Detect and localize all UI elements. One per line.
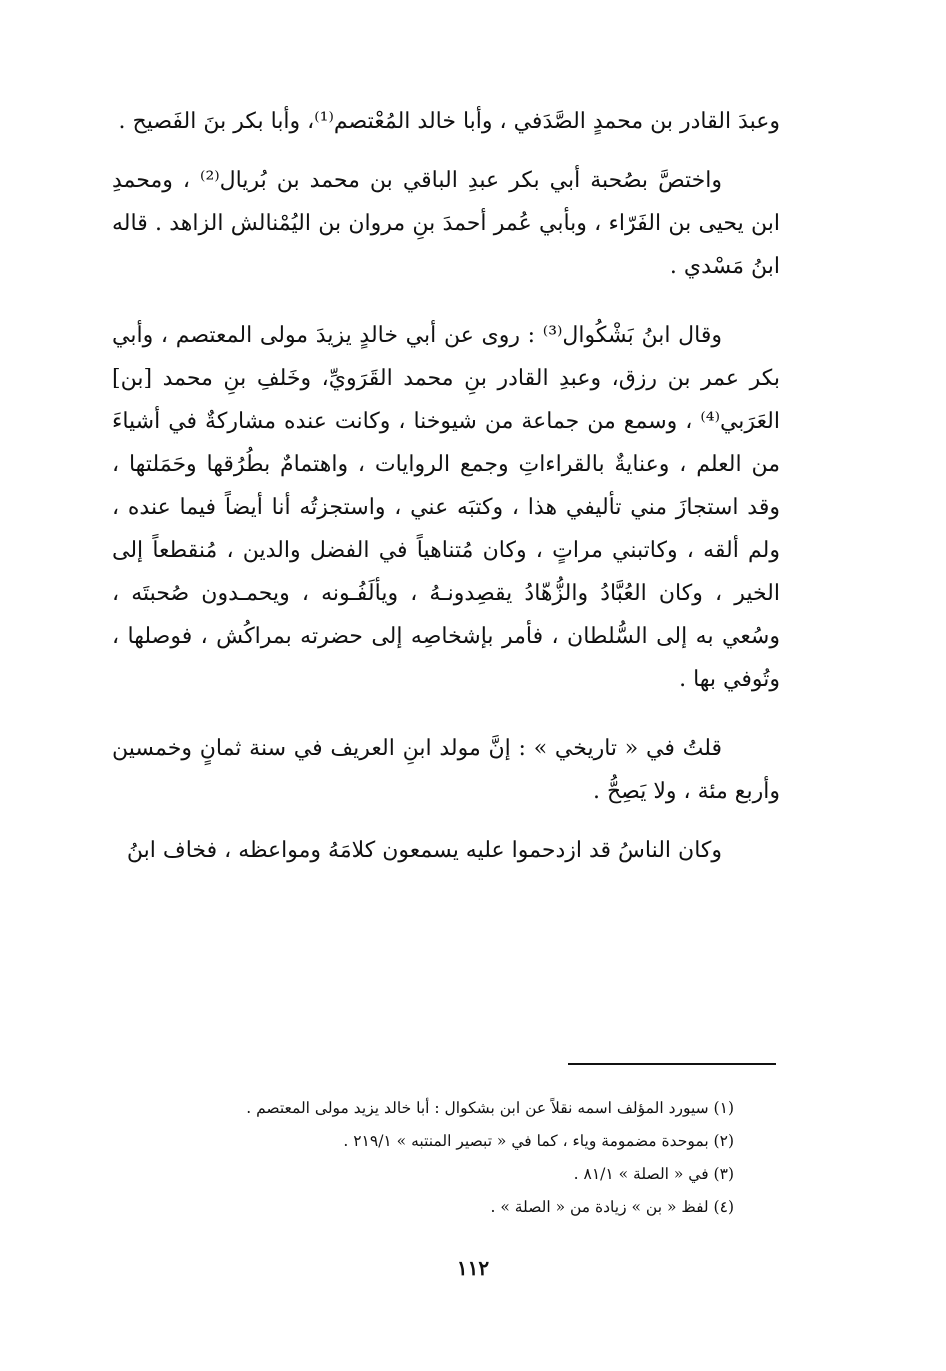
footnote-2: (٢) بموحدة مضمومة وياء ، كما في « تبصير المنتبه » ٢١٩/١ . (343, 1132, 734, 1150)
footnotes (112, 1092, 734, 1224)
paragraph-2: واختصَّ بصُحبة أبي بكر عبدِ الباقي بن محمد بن بُريال⁽²⁾ ، ومحمدِ ابن يحيى بن الفَرّاء ، وبأبي عُمر أحمدَ بنِ مروان بن اليُمْنالش الزاهد . قاله ابنُ مَسْدي . (112, 168, 780, 279)
main-text (112, 100, 780, 872)
paragraph-3: وقال ابنُ بَشْكُوال⁽³⁾ : روى عن أبي خالدٍ يزيدَ مولى المعتصم ، وأبي بكر عمر بن رزق، وعبدِ القادر بنِ محمد القَرَويِّ، وخَلفِ بنِ محمد [بن] العَرَبي⁽⁴⁾ ، وسمع من جماعة من شيوخنا ، وكانت عنده مشاركةٌ في أشياءَ من العلم ، وعنايةٌ بالقراءاتِ وجمع الروايات ، واهتمامٌ بطُرُقها وحَمَلتها ، وقد استجازَ مني تأليفي هذا ، وكتبَه عني ، واستجزتُه أنا أيضاً فيما عنده ، ولم ألقه ، وكاتبني مراتٍ ، وكان مُتناهياً في الفضل والدين ، مُنقطعاً إلى الخير ، وكان العُبَّادُ والزُّهّادُ يقصِدونـهُ ، ويألَفُـونه ، ويحمـدون صُحبتَه ، وسُعي به إلى السُّلطان ، فأمر بإشخاصِه إلى حضرته بمراكُش ، فوصلها ، وتُوفي بها . (112, 323, 780, 692)
footnote-1: (١) سيورد المؤلف اسمه نقلاً عن ابن بشكوال : أبا خالد يزيد مولى المعتصم . (246, 1099, 734, 1117)
paragraph-1: وعبدَ القادر بن محمدٍ الصَّدَفي ، وأبا خالد المُعْتصم⁽¹⁾، وأبا بكر بنَ الفَصيح . (118, 109, 780, 134)
footnote-4: (٤) لفظ « بن » زيادة من « الصلة » . (490, 1198, 734, 1216)
footnote-separator (568, 1063, 776, 1065)
page-number: ١١٢ (456, 1256, 490, 1280)
paragraph-5: وكان الناسُ قد ازدحموا عليه يسمعون كلامَهُ ومواعظه ، فخاف ابنُ (126, 838, 722, 863)
footnote-3: (٣) في « الصلة » ٨١/١ . (573, 1165, 734, 1183)
paragraph-4: قلتُ في « تاريخي » : إنَّ مولد ابنِ العريف في سنة ثمانٍ وخمسين وأربع مئة ، ولا يَصِحُّ . (112, 736, 780, 804)
